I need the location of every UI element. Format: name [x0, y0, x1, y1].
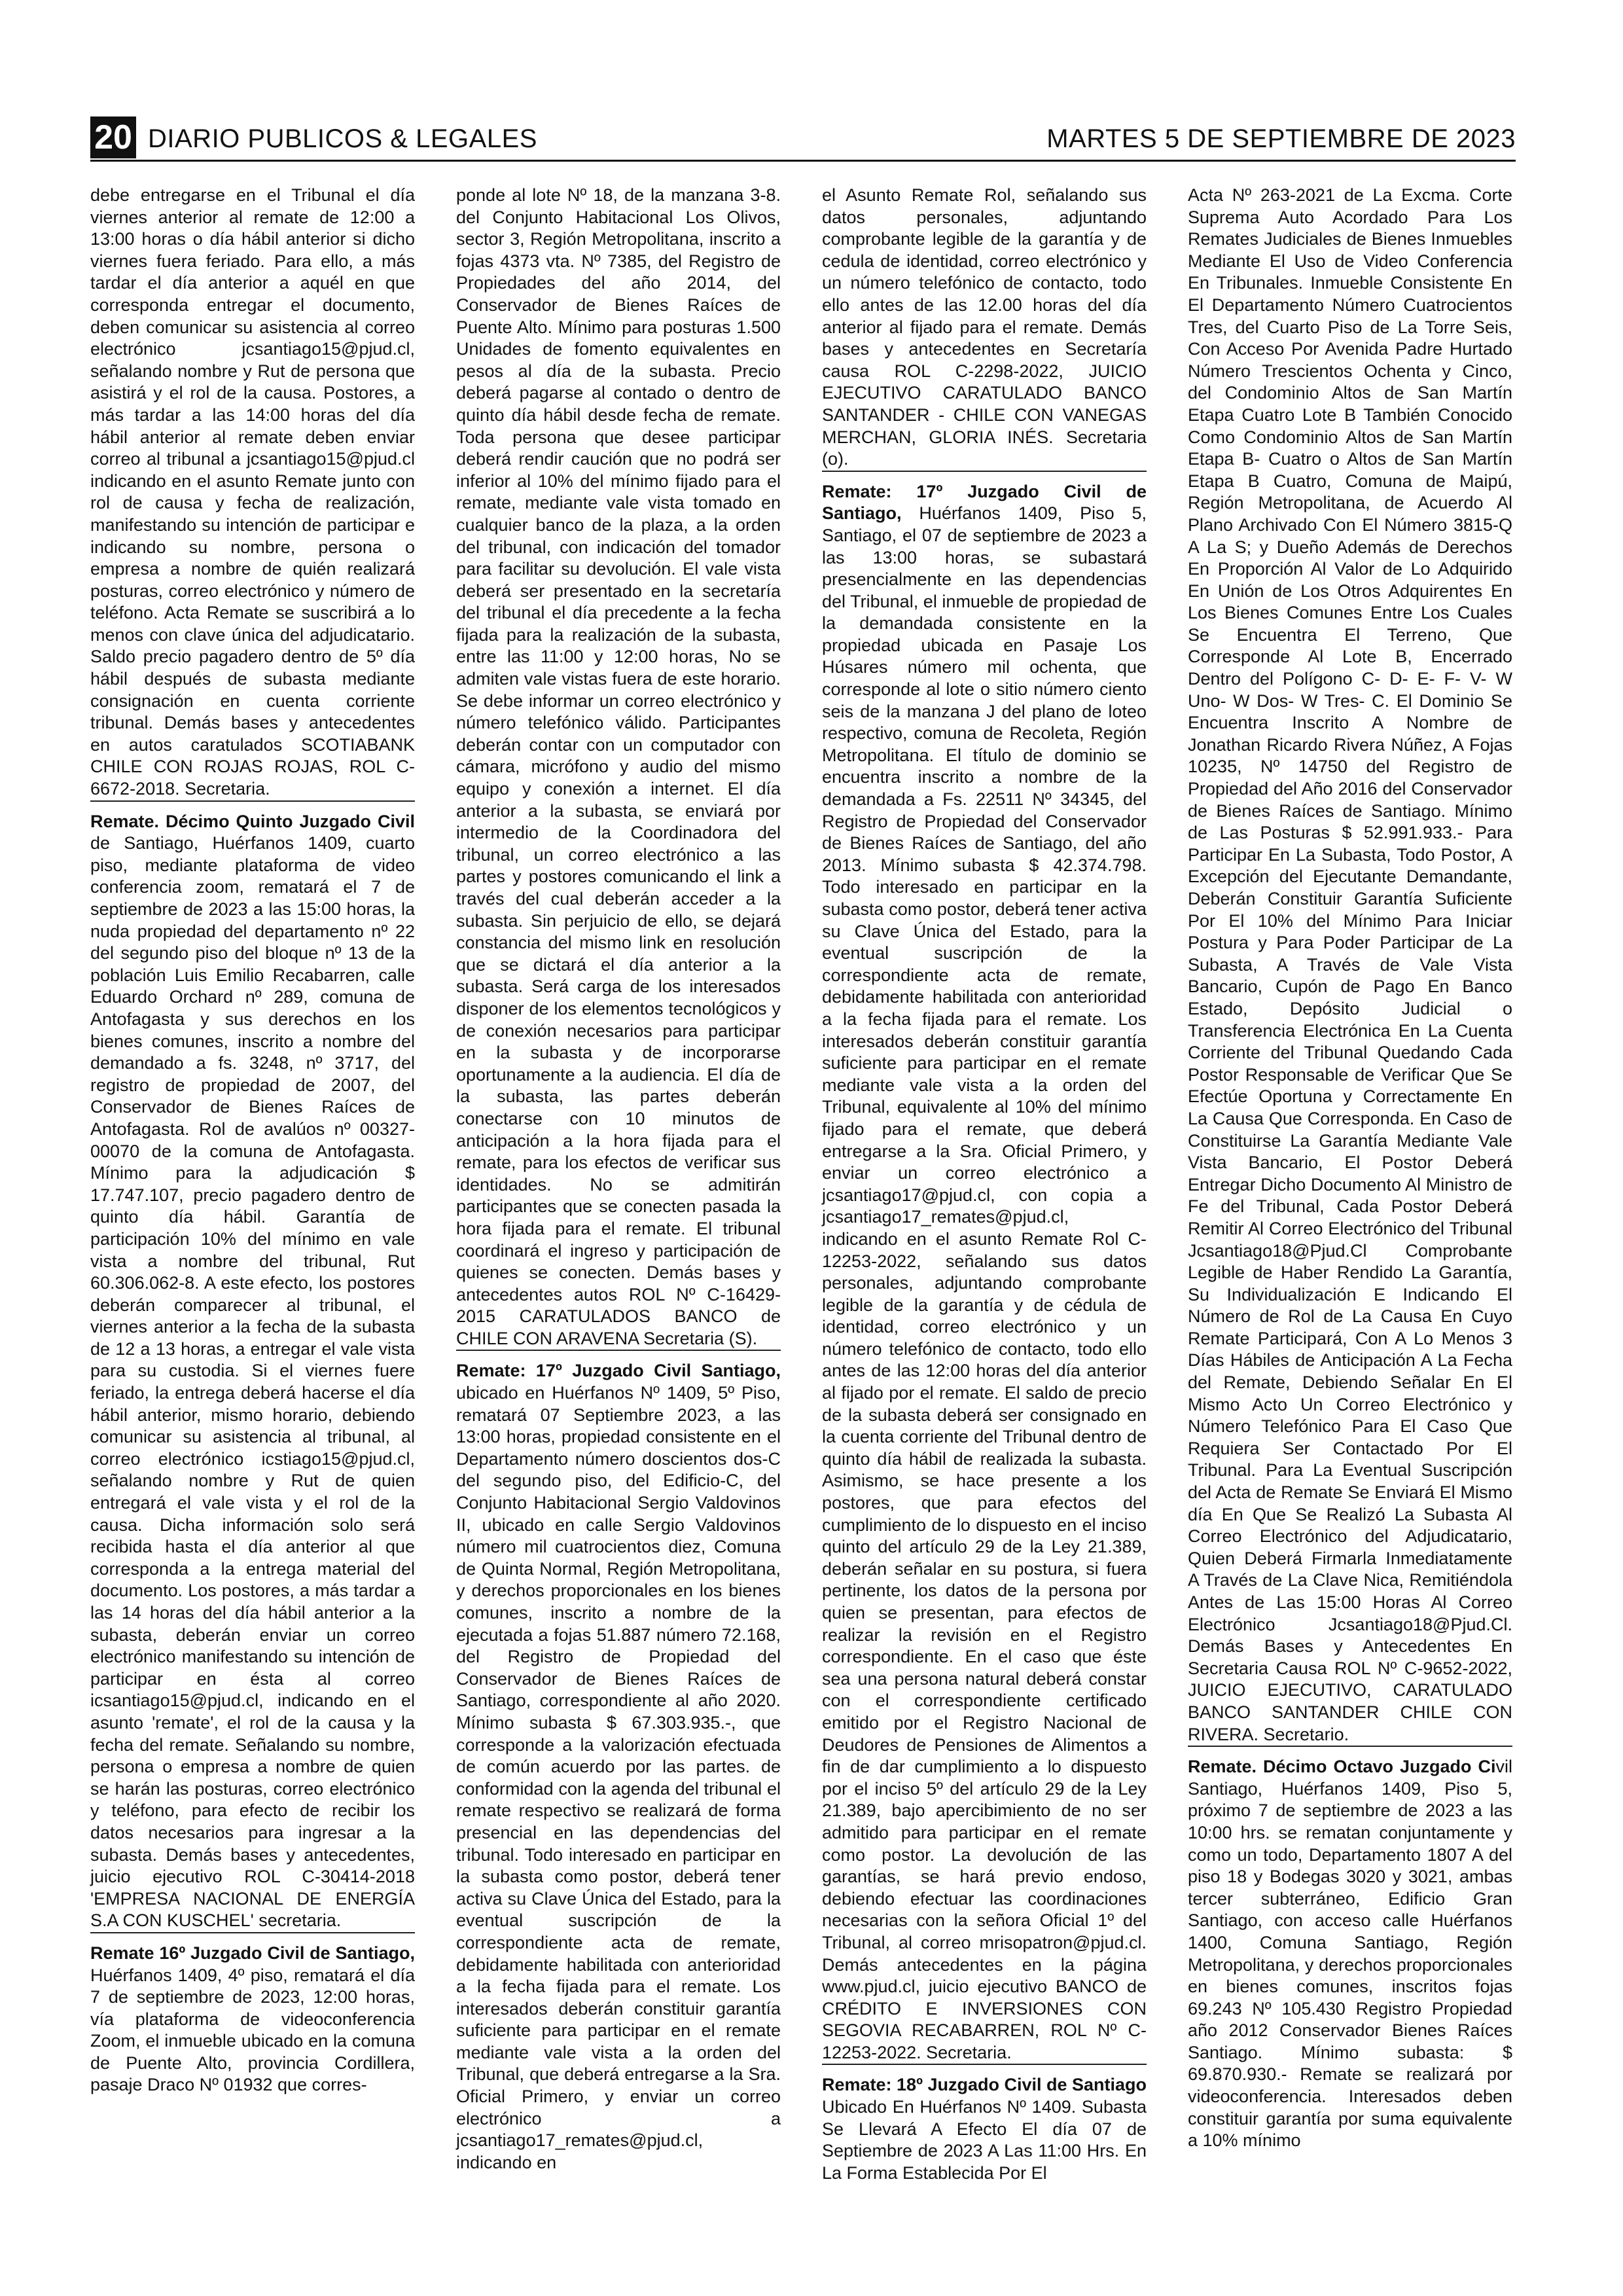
notice: [822, 471, 1147, 2064]
masthead: [90, 117, 1516, 162]
notice-body: debe entregarse en el Tribunal el día viernes anterior al remate de 12:00 a 13:00 horas o día hábil anterior si dicho viernes fuera feriado. Para ello, a más tardar el día anterior a aquél en que corresponda entregar el documento, deben comunicar su asistencia al correo electrónico jcsantiago15@pjud.cl, señalando nombre y Rut de persona que asistirá y el rol de la causa. Postores, a más tardar a las 14:00 horas del día hábil anterior al remate deben enviar correo al tribunal a jcsantiago15@pjud.cl indicando en el asunto Remate junto con rol de causa y fecha de realización, manifestando su intención de participar e indicando su nombre, persona o empresa a nombre de quién realizará posturas, correo electrónico y número de teléfono. Acta Remate se suscribirá a lo menos con clave única del adjudicatario. Saldo precio pagadero dentro de 5º día hábil después de subasta mediante consignación en cuenta corriente tribunal. Demás bases y antecedentes en autos caratulados SCOTIABANK CHILE CON ROJAS ROJAS, ROL C-6672-2018. Secretaria.: [90, 185, 415, 799]
notice-continuation: [822, 185, 1147, 471]
notice: [90, 800, 415, 1932]
notice-continuation: [456, 185, 781, 1350]
notice-continuation: [90, 185, 415, 800]
notice: [90, 1932, 415, 2096]
notice-heading: Remate 16º Juzgado Civil de Santiago,: [90, 1943, 415, 1963]
column-1: [90, 185, 415, 2096]
notice-body: ponde al lote Nº 18, de la manzana 3-8. del Conjunto Habitacional Los Olivos, sector 3, Región Metropolitana, inscrito a fojas 4373 vta. Nº 7385, del Registro de Propiedades del año 2014, del Conservador de Bienes Raíces de Puente Alto. Mínimo para posturas 1.500 Unidades de fomento equivalentes en pesos al día de la subasta. Precio deberá pagarse al contado o dentro de quinto día hábil desde fecha de remate. Toda persona que desee participar deberá rendir caución que no podrá ser inferior al 10% del mínimo fijado para el remate, mediante vale vista tomado en cualquier banco de la plaza, a la orden del tribunal, con indicación del tomador para facilitar su devolución. El vale vista deberá ser presentado en la secretaría del tribunal el día precedente a la fecha fijada para la realización de la subasta, entre las 11:00 y 12:00 horas, No se admiten vale vistas fuera de este horario. Se debe informar un correo electrónico y número telefónico válido. Participantes deberán contar con un computador con cámara, micrófono y audio del mismo equipo y conexión a internet. El día anterior a la subasta, se enviará por intermedio de la Coordinadora del tribunal, un correo electrónico a las partes y postores comunicando el link a través del cual deberán acceder a la subasta. Sin perjuicio de ello, se dejará constancia del mismo link en resolución que se dictará el día anterior a la subasta. Será carga de los interesados disponer de los elementos tecnológicos y de conexión necesarios para participar en la subasta y de incorporarse oportunamente a la audiencia. El día de la subasta, las partes deberán conectarse con 10 minutos de anticipación a la hora fijada para el remate, para los efectos de verificar sus identidades. No se admitirán participantes que se conecten pasada la hora fijada para el remate. El tribunal coordinará el ingreso y participación de quienes se conecten. Demás bases y antecedentes autos ROL Nº C-16429-2015 CARATULADOS BANCO de CHILE CON ARAVENA Secretaria (S).: [456, 185, 781, 1348]
notice-body: Huérfanos 1409, 4º piso, rematará el día 7 de septiembre de 2023, 12:00 horas, vía plataforma de videoconferencia Zoom, el inmueble ubicado en la comuna de Puente Alto, provincia Cordillera, pasaje Draco Nº 01932 que corres-: [90, 1965, 415, 2095]
notice-body: Acta Nº 263-2021 de La Excma. Corte Suprema Auto Acordado Para Los Remates Judiciales de Bienes Inmuebles Mediante El Uso de Video Conferencia En Tribunales. Inmueble Consistente En El Departamento Número Cuatrocientos Tres, del Cuarto Piso de La Torre Seis, Con Acceso Por Avenida Padre Hurtado Número Trescientos Ochenta y Cinco, del Condominio Altos de San Martín Etapa Cuatro Lote B También Conocido Como Condominio Altos de San Martín Etapa B- Cuatro o Altos de San Martín Etapa B Cuatro, Comuna de Maipú, Región Metropolitana, de Acuerdo Al Plano Archivado Con El Número 3815-Q A La S; y Dueño Además de Derechos En Proporción Al Valor de Lo Adquirido En Unión de Los Otros Adquirentes En Los Bienes Comunes Entre Los Cuales Se Encuentra El Terreno, Que Corresponde Al Lote B, Encerrado Dentro del Polígono C- D- E- F- V- W Uno- W Dos- W Tres- C. El Dominio Se Encuentra Inscrito A Nombre de Jonathan Ricardo Rivera Núñez, A Fojas 10235, Nº 14750 del Registro de Propiedad del Año 2016 del Conservador de Bienes Raíces de Santiago. Mínimo de Las Posturas $ 52.991.933.- Para Participar En La Subasta, Todo Postor, A Excepción del Ejecutante Demandante, Deberán Constituir Garantía Suficiente Por El 10% del Mínimo Para Iniciar Postura y Para Poder Participar de La Subasta, A Través de Vale Vista Bancario, Cupón de Pago En Banco Estado, Depósito Judicial o Transferencia Electrónica En La Cuenta Corriente del Tribunal Quedando Cada Postor Responsable de Verificar Que Se Efectúe Oportuna y Correctamente En La Causa Que Corresponda. En Caso de Constituirse La Garantía Mediante Vale Vista Bancario, El Postor Deberá Entregar Dicho Documento Al Ministro de Fe del Tribunal, Cada Postor Deberá Remitir Al Correo Electrónico del Tribunal Jcsantiago18@Pjud.Cl Comprobante Legible de Haber Rendido La Garantía, Su Individualización E Indicando El Número de Rol de La Causa En Cuyo Remate Participará, Con A Lo Menos 3 Días Hábiles de Anticipación A La Fecha del Remate, Debiendo Señalar En El Mismo Acto Un Correo Electrónico y Número Telefónico Para El Caso Que Requiera Ser Contactado Por El Tribunal. Para La Eventual Suscripción del Acta de Remate Se Enviará El Mismo día En Que Se Realizó La Subasta Al Correo Electrónico del Adjudicatario, Quien Deberá Firmarla Inmediatamente A Través de La Clave Nica, Remitiéndola Antes de Las 15:00 Horas Al Correo Electrónico Jcsantiago18@Pjud.Cl. Demás Bases y Antecedentes En Secretaria Causa ROL Nº C-9652-2022, JUICIO EJECUTIVO, CARATULADO BANCO SANTANDER CHILE CON RIVERA. Secretario.: [1188, 185, 1512, 1744]
notice-body: Ubicado En Huérfanos Nº 1409. Subasta Se Llevará A Efecto El día 07 de Septiembre de 2023 A Las 11:00 Hrs. En La Forma Establecida Por El: [822, 2097, 1147, 2183]
section-title: DIARIO PUBLICOS & LEGALES: [148, 124, 537, 153]
notice-continuation: [1188, 185, 1512, 1746]
notice-heading: Remate: 18º Juzgado Civil de Santiago: [822, 2075, 1147, 2095]
page-number: 20: [90, 117, 136, 158]
notice-body: vil Santiago, Huérfanos 1409, Piso 5, próximo 7 de septiembre de 2023 a las 10:00 hrs. se rematan conjuntamente y como un todo, Departamento 1807 A del piso 18 y Bodegas 3020 y 3021, ambas tercer subterráneo, Edificio Gran Santiago, con acceso calle Huérfanos 1400, Comuna Santiago, Región Metropolitana, y derechos proporcionales en bienes comunes, inscritos fojas 69.243 Nº 105.430 Registro Propiedad año 2012 Conservador Bienes Raíces Santiago. Mínimo subasta: $ 69.870.930.- Remate se realizará por videoconferencia. Interesados deben constituir garantía por suma equivalente a 10% mínimo: [1188, 1757, 1512, 2151]
notice-heading: Remate: 17º Juzgado Civil Santiago,: [456, 1361, 781, 1381]
issue-date: MARTES 5 DE SEPTIEMBRE DE 2023: [1046, 124, 1516, 153]
column-3: [822, 185, 1147, 2184]
notice-heading: Remate. Décimo Octavo Juzgado Ci: [1188, 1757, 1496, 1777]
column-4: [1188, 185, 1512, 2152]
notice: [1188, 1746, 1512, 2152]
notice-body: Huérfanos 1409, Piso 5, Santiago, el 07 de septiembre de 2023 a las 13:00 horas, se subastará presencialmente en las dependencias del Tribunal, el inmueble de propiedad de la demandada consistente en la propiedad ubicada en Pasaje Los Húsares número mil ochenta, que corresponde al lote o sitio número ciento seis de la manzana J del plano de loteo respectivo, comuna de Recoleta, Región Metropolitana. El título de dominio se encuentra inscrito a nombre de la demandada a Fs. 22511 Nº 34345, del Registro de Propiedad del Conservador de Bienes Raíces de Santiago, del año 2013. Mínimo subasta $ 42.374.798. Todo interesado en participar en la subasta como postor, deberá tener activa su Clave Única del Estado, para la eventual suscripción de la correspondiente acta de remate, debidamente habilitada con anterioridad a la fecha fijada para el remate. Los interesados deberán constituir garantía suficiente para participar en el remate mediante vale vista a la orden del Tribunal, equivalente al 10% del mínimo fijado para el remate, que deberá entregarse a la Sra. Oficial Primero, y enviar un correo electrónico a jcsantiago17@pjud.cl, con copia a jcsantiago17_remates@pjud.cl, indicando en el asunto Remate Rol C-12253-2022, señalando sus datos personales, adjuntando comprobante legible de la garantía y de cédula de identidad, correo electrónico y un número telefónico de contacto, todo ello antes de las 12:00 horas del día anterior al fijado por el remate. El saldo de precio de la subasta deberá ser consignado en la cuenta corriente del Tribunal dentro de quinto día hábil de realizada la subasta. Asimismo, se hace presente a los postores, que para efectos del cumplimiento de lo dispuesto en el inciso quinto del artículo 29 de la Ley 21.389, deberán señalar en su postura, si fuera pertinente, los datos de la persona por quien se presentan, para efectos de realizar la revisión en el Registro correspondiente. En el caso que éste sea una persona natural deberá constar con el correspondiente certificado emitido por el Registro Nacional de Deudores de Pensiones de Alimentos a fin de dar cumplimiento a lo dispuesto por el inciso 5º del artículo 29 de la Ley 21.389, bajo apercibimiento de no ser admitido para participar en el remate como postor. La devolución de las garantías, se hará previo endoso, debiendo efectuar las coordinaciones necesarias con la señora Oficial 1º del Tribunal, al correo mrisopatron@pjud.cl. Demás antecedentes en la página www.pjud.cl, juicio ejecutivo BANCO de CRÉDITO E INVERSIONES CON SEGOVIA RECABARREN, ROL Nº C-12253-2022. Secretaria.: [822, 503, 1147, 2062]
notice-heading: Remate. Décimo Quinto Juzgado Civil: [90, 811, 415, 831]
notice-heading: Remate: 17º Juzgado Civil de Santiago,: [822, 481, 1147, 524]
notice-body: ubicado en Huérfanos Nº 1409, 5º Piso, rematará 07 Septiembre 2023, a las 13:00 horas, propiedad consistente en el Departamento número doscientos dos-C del segundo piso, del Edificio-C, del Conjunto Habitacional Sergio Valdovinos II, ubicado en calle Sergio Valdovinos número mil cuatrocientos diez, Comuna de Quinta Normal, Región Metropolitana, y derechos proporcionales en los bienes comunes, inscrito a nombre de la ejecutada a fojas 51.887 número 72.168, del Registro de Propiedad del Conservador de Bienes Raíces de Santiago, correspondiente al año 2020. Mínimo subasta $ 67.303.935.-, que corresponde a la valorización efectuada de común acuerdo por las partes. de conformidad con la agenda del tribunal el remate respectivo se realizará de forma presencial en las dependencias del tribunal. Todo interesado en participar en la subasta como postor, deberá tener activa su Clave Única del Estado, para la eventual suscripción de la correspondiente acta de remate, debidamente habilitada con anterioridad a la fecha fijada para el remate. Los interesados deberán constituir garantía suficiente para participar en el remate mediante vale vista a la orden del Tribunal, que deberá entregarse a la Sra. Oficial Primero, y enviar un correo electrónico a jcsantiago17_remates@pjud.cl, indicando en: [456, 1383, 781, 2172]
notice-body: de Santiago, Huérfanos 1409, cuarto piso, mediante plataforma de video conferencia zoom, rematará el 7 de septiembre de 2023 a las 15:00 horas, la nuda propiedad del departamento nº 22 del segundo piso del bloque nº 13 de la población Luis Emilio Recabarren, calle Eduardo Orchard nº 289, comuna de Antofagasta y sus derechos en los bienes comunes, inscrito a nombre del demandado a fs. 3248, nº 3717, del registro de propiedad de 2007, del Conservador de Bienes Raíces de Antofagasta. Rol de avalúos nº 00327-00070 de la comuna de Antofagasta. Mínimo para la adjudicación $ 17.747.107, precio pagadero dentro de quinto día hábil. Garantía de participación 10% del mínimo en vale vista a nombre del tribunal, Rut 60.306.062-8. A este efecto, los postores deberán comparecer al tribunal, el viernes anterior a la fecha de la subasta de 12 a 13 horas, a entregar el vale vista para su custodia. Si el viernes fuere feriado, la entrega deberá hacerse el día hábil anterior, mismo horario, debiendo comunicar su asistencia al tribunal, al correo electrónico icstiago15@pjud.cl, señalando nombre y Rut de quien entregará el vale vista y el rol de la causa. Dicha información solo será recibida hasta el día anterior al que corresponda a la entrega material del documento. Los postores, a más tardar a las 14 horas del día hábil anterior a la subasta, deberán enviar un correo electrónico manifestando su intención de participar en ésta al correo icsantiago15@pjud.cl, indicando en el asunto 'remate', el rol de la causa y la fecha del remate. Señalando su nombre, persona o empresa a nombre de quien se harán las posturas, correo electrónico y teléfono, para efecto de recibir los datos necesarios para ingresar a la subasta. Demás bases y antecedentes, juicio ejecutivo ROL C-30414-2018 'EMPRESA NACIONAL DE ENERGÍA S.A CON KUSCHEL' secretaria.: [90, 833, 415, 1931]
column-2: [456, 185, 781, 2174]
notice: [456, 1350, 781, 2174]
notice: [822, 2064, 1147, 2184]
notice-body: el Asunto Remate Rol, señalando sus datos personales, adjuntando comprobante legible de la garantía y de cedula de identidad, correo electrónico y un número telefónico de contacto, todo ello antes de las 12.00 horas del día anterior al fijado para el remate. Demás bases y antecedentes en Secretaría causa ROL C-2298-2022, JUICIO EJECUTIVO CARATULADO BANCO SANTANDER - CHILE CON VANEGAS MERCHAN, GLORIA INÉS. Secretaria (o).: [822, 185, 1147, 469]
